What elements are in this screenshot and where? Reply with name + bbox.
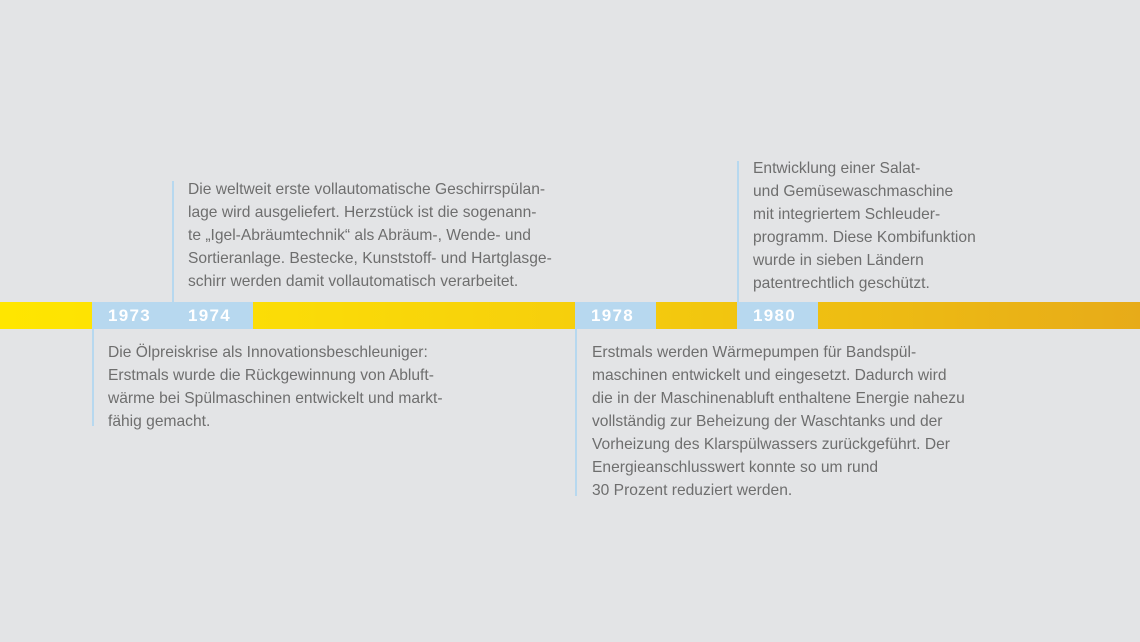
year-label-1974: 1974 [188, 306, 232, 325]
connector-line-1974 [172, 181, 174, 302]
connector-line-1973 [92, 329, 94, 426]
year-label-1980: 1980 [753, 306, 797, 325]
event-line: vollständig zur Beheizung der Waschtanks und der [592, 413, 943, 430]
year-marker-1974 [172, 302, 253, 329]
event-line: Vorheizung des Klarspülwassers zurückgeführt. Der [592, 436, 950, 453]
event-text-1980 [753, 157, 976, 295]
event-line: Sortieranlage. Bestecke, Kunststoff- und Hartglasge- [188, 250, 552, 267]
year-label-1978: 1978 [591, 306, 635, 325]
event-text-1974 [188, 178, 552, 293]
event-line: patentrechtlich geschützt. [753, 275, 930, 292]
event-line: fähig gemacht. [108, 413, 211, 430]
connector-line-1980 [737, 161, 739, 302]
year-marker-1978 [575, 302, 656, 329]
year-marker-1973 [92, 302, 172, 329]
event-line: Entwicklung einer Salat- [753, 160, 921, 177]
year-label-1973: 1973 [108, 306, 152, 325]
event-line: Die weltweit erste vollautomatische Geschirrspülan- [188, 181, 546, 198]
event-line: wärme bei Spülmaschinen entwickelt und markt- [108, 390, 443, 407]
event-line: programm. Diese Kombifunktion [753, 229, 976, 246]
event-line: Die Ölpreiskrise als Innovationsbeschleuniger: [108, 344, 428, 361]
event-line: maschinen entwickelt und eingesetzt. Dadurch wird [592, 367, 947, 384]
event-line: 30 Prozent reduziert werden. [592, 482, 793, 499]
event-line: te „Igel-Abräumtechnik“ als Abräum-, Wende- und [188, 227, 531, 244]
event-line: die in der Maschinenabluft enthaltene Energie nahezu [592, 390, 965, 407]
event-text-1978 [592, 341, 965, 502]
year-marker-1980 [737, 302, 818, 329]
event-line: Energieanschlusswert konnte so um rund [592, 459, 879, 476]
event-text-1973 [108, 341, 443, 433]
connector-line-1978 [575, 329, 577, 496]
event-line: Erstmals wurde die Rückgewinnung von Abluft- [108, 367, 434, 384]
event-line: mit integriertem Schleuder- [753, 206, 941, 223]
event-line: schirr werden damit vollautomatisch verarbeitet. [188, 273, 519, 290]
event-line: lage wird ausgeliefert. Herzstück ist die sogenann- [188, 204, 537, 221]
event-line: Erstmals werden Wärmepumpen für Bandspül- [592, 344, 917, 361]
event-line: wurde in sieben Ländern [753, 252, 924, 269]
event-line: und Gemüsewaschmaschine [753, 183, 954, 200]
